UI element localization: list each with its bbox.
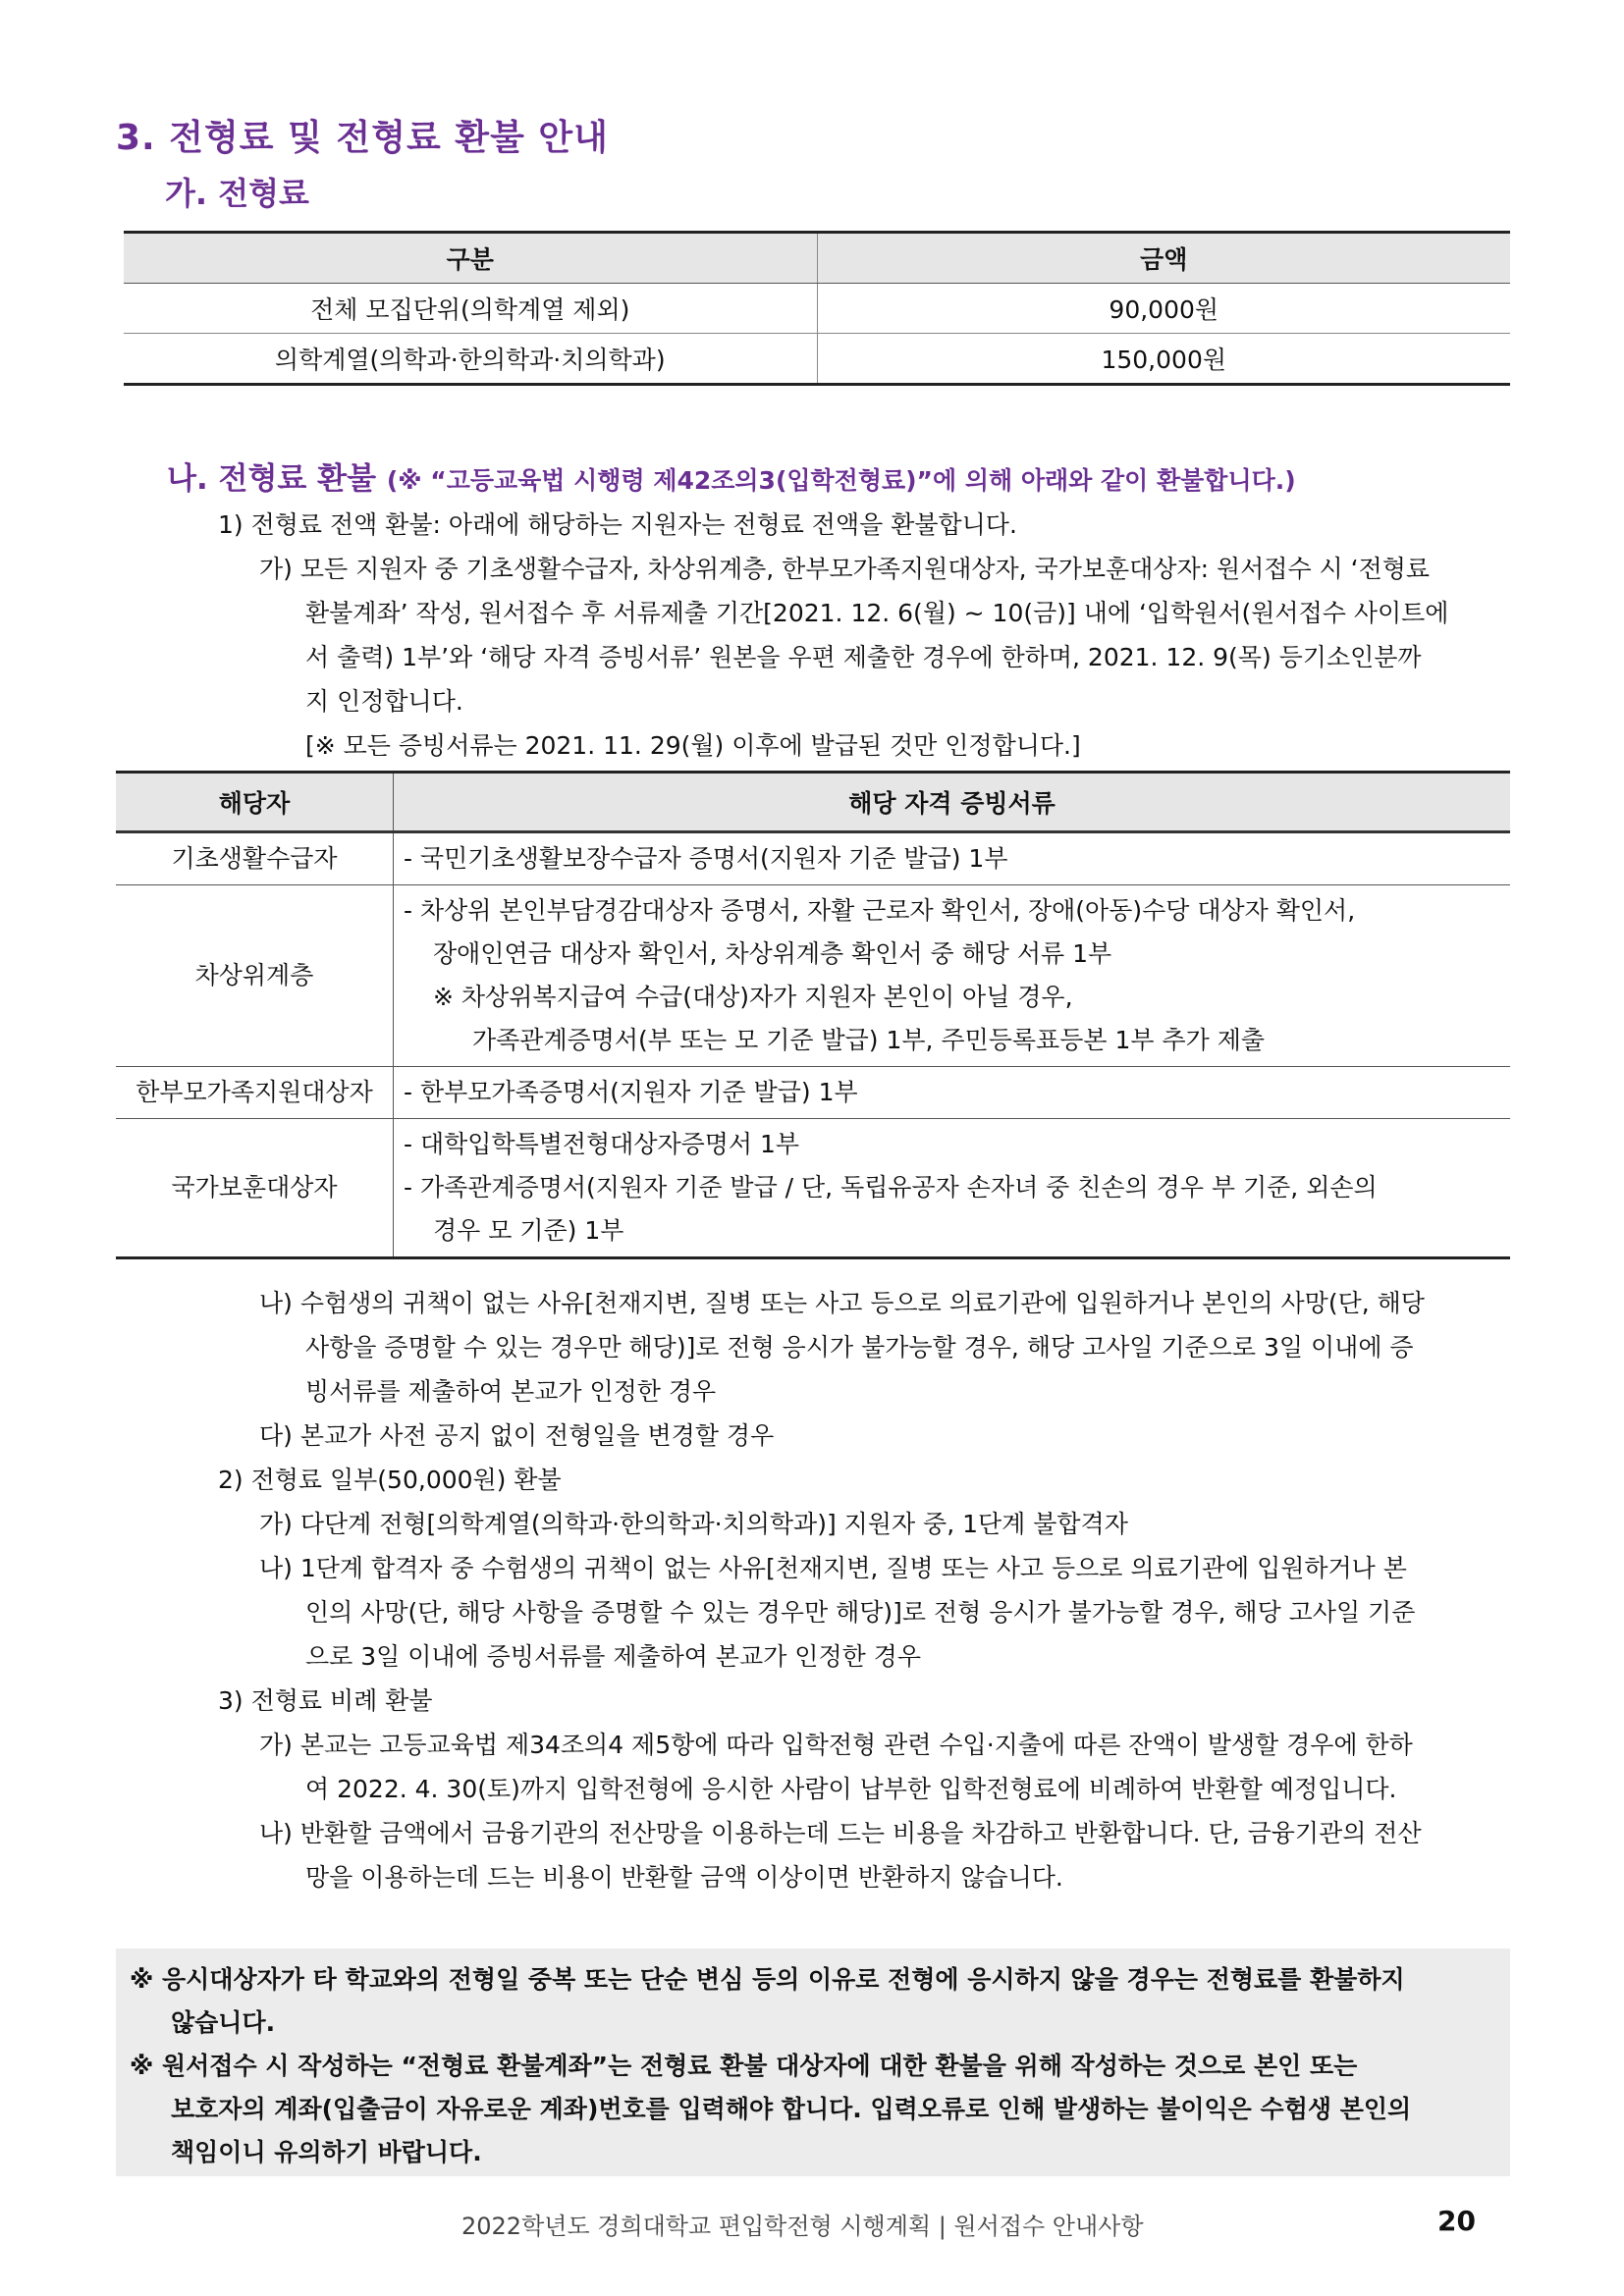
doc-header-docs: 해당 자격 증빙서류 — [394, 773, 1511, 832]
table-row — [116, 832, 1510, 885]
page-footer: 2022학년도 경희대학교 편입학전형 시행계획 | 원서접수 안내사항 — [461, 2213, 1144, 2240]
paragraph-line: [※ 모든 증빙서류는 2021. 11. 29(월) 이후에 발급된 것만 인정합니다.] — [305, 731, 1081, 760]
doc-target: 국가보훈대상자 — [116, 1119, 394, 1258]
paragraph-line: 가) 다단계 전형[의학계열(의학과·한의학과·치의학과)] 지원자 중, 1단계 불합격자 — [259, 1510, 1128, 1538]
doc-line: 가족관계증명서(부 또는 모 기준 발급) 1부, 주민등록표등본 1부 추가 제출 — [472, 1026, 1265, 1054]
fee-table-header — [124, 233, 1510, 284]
doc-line: ※ 차상위복지급여 수급(대상)자가 지원자 본인이 아닐 경우, — [433, 983, 1073, 1011]
paragraph-line: 망을 이용하는데 드는 비용이 반환할 금액 이상이면 반환하지 않습니다. — [305, 1863, 1063, 1892]
fee-table — [124, 231, 1510, 386]
fee-header-category: 구분 — [124, 233, 817, 284]
notice-line: 책임이니 유의하기 바랍니다. — [171, 2138, 482, 2166]
paragraph-line: 나) 1단계 합격자 중 수험생의 귀책이 없는 사유[천재지변, 질병 또는 사고 등으로 의료기관에 입원하거나 본 — [259, 1554, 1407, 1582]
paragraph-line: 여 2022. 4. 30(토)까지 입학전형에 응시한 사람이 납부한 입학전형료에 비례하여 반환할 예정입니다. — [305, 1775, 1397, 1803]
doc-line: - 한부모가족증명서(지원자 기준 발급) 1부 — [404, 1078, 858, 1106]
paragraph-line: 가) 모든 지원자 중 기초생활수급자, 차상위계층, 한부모가족지원대상자, 국가보훈대상자: 원서접수 시 ‘전형료 — [259, 555, 1431, 583]
doc-target: 기초생활수급자 — [116, 832, 394, 885]
document-table — [116, 771, 1510, 1259]
paragraph-line: 다) 본교가 사전 공지 없이 전형일을 변경할 경우 — [259, 1421, 775, 1450]
document-table-header — [116, 773, 1510, 832]
doc-line: 경우 모 기준) 1부 — [433, 1216, 624, 1245]
table-row — [116, 885, 1510, 1067]
paragraph-line: 나) 반환할 금액에서 금융기관의 전산망을 이용하는데 드는 비용을 차감하고 반환합니다. 단, 금융기관의 전산 — [259, 1819, 1422, 1847]
section-title: 3. 전형료 및 전형료 환불 안내 — [116, 118, 609, 158]
table-row — [124, 284, 1510, 334]
page-number: 20 — [1437, 2205, 1476, 2237]
doc-target: 한부모가족지원대상자 — [116, 1067, 394, 1119]
refund-title-note: (※ “고등교육법 시행령 제42조의3(입학전형료)”에 의해 아래와 같이 환불합니다.) — [386, 466, 1296, 495]
notice-box — [116, 1949, 1510, 2176]
doc-line: - 국민기초생활보장수급자 증명서(지원자 기준 발급) 1부 — [404, 844, 1008, 873]
fee-category: 전체 모집단위(의학계열 제외) — [124, 284, 817, 334]
partial-refund-heading: 2) 전형료 일부(50,000원) 환불 — [218, 1466, 562, 1494]
fee-category: 의학계열(의학과·한의학과·치의학과) — [124, 334, 817, 385]
doc-list — [394, 885, 1511, 1067]
table-row — [116, 1067, 1510, 1119]
paragraph-line: 가) 본교는 고등교육법 제34조의4 제5항에 따라 입학전형 관련 수입·지출에 따른 잔액이 발생할 경우에 한하 — [259, 1731, 1413, 1759]
paragraph-line: 사항을 증명할 수 있는 경우만 해당)]로 전형 응시가 불가능할 경우, 해당 고사일 기준으로 3일 이내에 증 — [305, 1333, 1414, 1362]
doc-line: 장애인연금 대상자 확인서, 차상위계층 확인서 중 해당 서류 1부 — [433, 939, 1112, 968]
paragraph-line: 환불계좌’ 작성, 원서접수 후 서류제출 기간[2021. 12. 6(월) ~ 10(금)] 내에 ‘입학원서(원서접수 사이트에 — [305, 599, 1449, 627]
table-row — [124, 334, 1510, 385]
doc-target: 차상위계층 — [116, 885, 394, 1067]
refund-title-text: 나. 전형료 환불 — [167, 461, 377, 497]
subsection-refund-title — [167, 454, 1296, 498]
paragraph-line: 빙서류를 제출하여 본교가 인정한 경우 — [305, 1377, 717, 1406]
doc-list — [394, 832, 1511, 885]
doc-line: - 가족관계증명서(지원자 기준 발급 / 단, 독립유공자 손자녀 중 친손의 경우 부 기준, 외손의 — [404, 1173, 1378, 1201]
doc-list — [394, 1119, 1511, 1258]
paragraph-line: 지 인정합니다. — [305, 687, 463, 716]
subsection-fee-title: 가. 전형료 — [165, 175, 309, 212]
proportional-refund-heading: 3) 전형료 비례 환불 — [218, 1686, 433, 1715]
paragraph-line: 으로 3일 이내에 증빙서류를 제출하여 본교가 인정한 경우 — [305, 1642, 921, 1671]
full-refund-heading: 1) 전형료 전액 환불: 아래에 해당하는 지원자는 전형료 전액을 환불합니다. — [218, 510, 1017, 539]
doc-line: - 차상위 본인부담경감대상자 증명서, 자활 근로자 확인서, 장애(아동)수당 대상자 확인서, — [404, 896, 1356, 925]
fee-header-amount: 금액 — [817, 233, 1510, 284]
paragraph-line: 인의 사망(단, 해당 사항을 증명할 수 있는 경우만 해당)]로 전형 응시가 불가능할 경우, 해당 고사일 기준 — [305, 1598, 1416, 1627]
paragraph-line: 나) 수험생의 귀책이 없는 사유[천재지변, 질병 또는 사고 등으로 의료기관에 입원하거나 본인의 사망(단, 해당 — [259, 1289, 1425, 1317]
fee-amount: 150,000원 — [817, 334, 1510, 385]
paragraph-line: 서 출력) 1부’와 ‘해당 자격 증빙서류’ 원본을 우편 제출한 경우에 한하며, 2021. 12. 9(목) 등기소인분까 — [305, 643, 1422, 671]
notice-line: ※ 응시대상자가 타 학교와의 전형일 중복 또는 단순 변심 등의 이유로 전형에 응시하지 않을 경우는 전형료를 환불하지 — [130, 1965, 1405, 1994]
doc-header-target: 해당자 — [116, 773, 394, 832]
doc-line: - 대학입학특별전형대상자증명서 1부 — [404, 1130, 800, 1158]
notice-line: ※ 원서접수 시 작성하는 “전형료 환불계좌”는 전형료 환불 대상자에 대한 환불을 위해 작성하는 것으로 본인 또는 — [130, 2052, 1358, 2080]
fee-amount: 90,000원 — [817, 284, 1510, 334]
notice-line: 보호자의 계좌(입출금이 자유로운 계좌)번호를 입력해야 합니다. 입력오류로 인해 발생하는 불이익은 수험생 본인의 — [171, 2095, 1412, 2123]
doc-list — [394, 1067, 1511, 1119]
table-row — [116, 1119, 1510, 1258]
notice-line: 않습니다. — [171, 2008, 276, 2037]
